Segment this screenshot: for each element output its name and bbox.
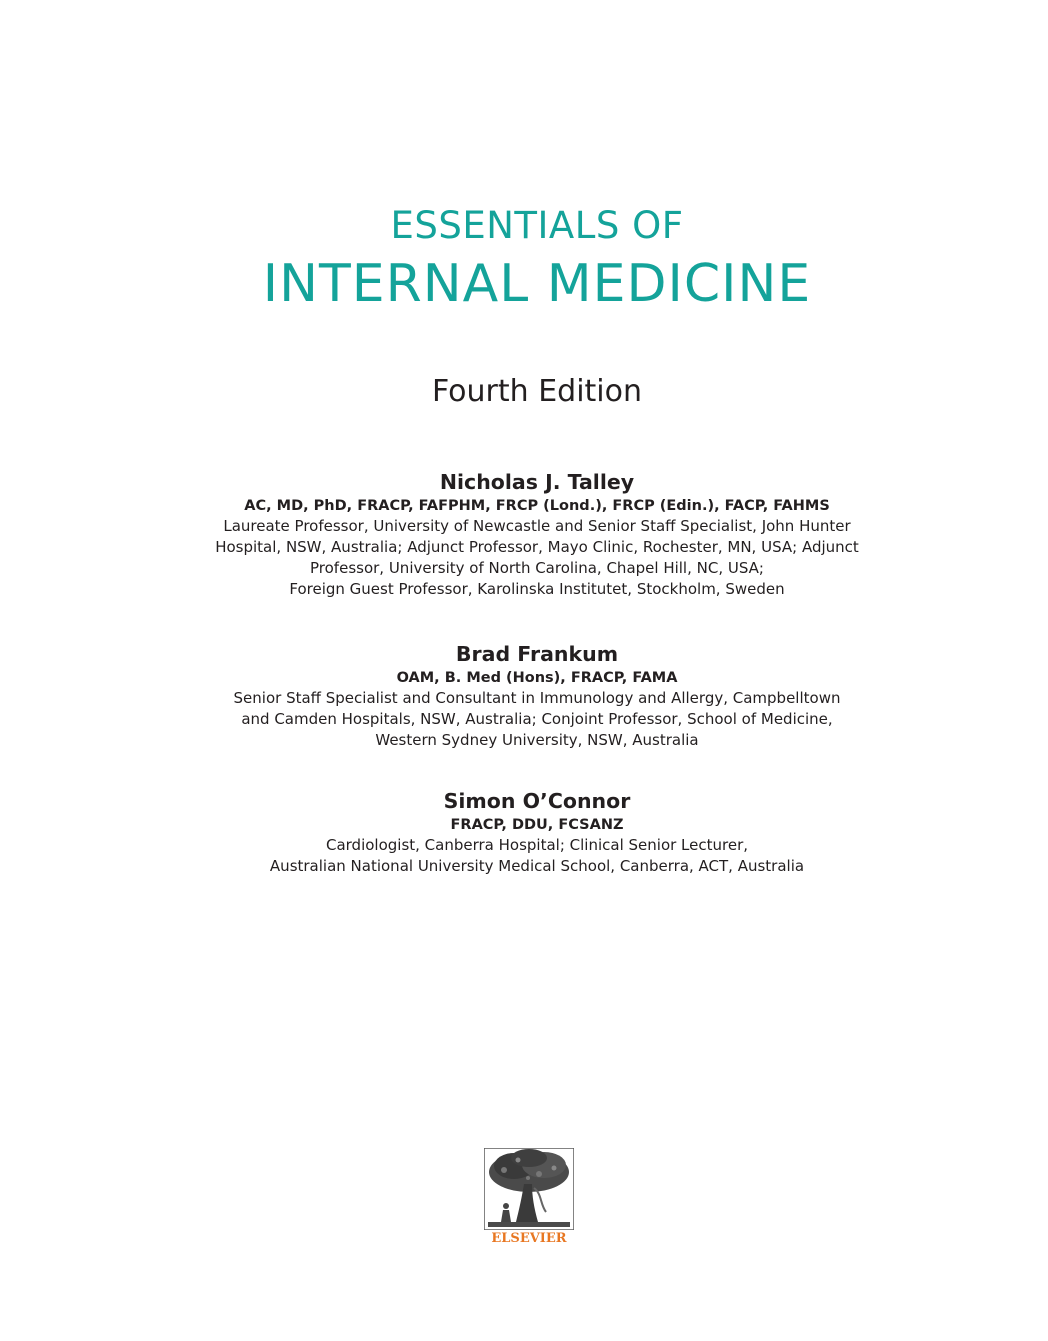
author-credentials: OAM, B. Med (Hons), FRACP, FAMA	[396, 670, 678, 686]
author-block	[0, 788, 1048, 877]
edition-label: Fourth Edition	[432, 374, 642, 409]
affiliation-line: Cardiologist, Canberra Hospital; Clinical Senior Lecturer,	[325, 836, 749, 854]
author-affiliation	[0, 835, 1048, 877]
author-block	[0, 469, 1048, 600]
affiliation-line: Western Sydney University, NSW, Australia	[375, 731, 699, 749]
affiliation-line: Australian National University Medical School, Canberra, ACT, Australia	[269, 857, 805, 875]
author-credentials: AC, MD, PhD, FRACP, FAFPHM, FRCP (Lond.), FRCP (Edin.), FACP, FAHMS	[244, 498, 830, 514]
author-affiliation	[0, 516, 1048, 600]
author-name: Simon O’Connor	[443, 789, 631, 813]
book-title-line-1: ESSENTIALS OF	[390, 204, 684, 247]
book-title-line-2: INTERNAL MEDICINE	[262, 254, 812, 314]
author-credentials: FRACP, DDU, FCSANZ	[450, 817, 624, 833]
affiliation-line: Hospital, NSW, Australia; Adjunct Professor, Mayo Clinic, Rochester, MN, USA; Adjunct	[215, 538, 859, 556]
author-name: Brad Frankum	[455, 642, 619, 666]
affiliation-line: and Camden Hospitals, NSW, Australia; Conjoint Professor, School of Medicine,	[241, 710, 833, 728]
affiliation-line: Foreign Guest Professor, Karolinska Institutet, Stockholm, Sweden	[289, 580, 785, 598]
author-name: Nicholas J. Talley	[439, 470, 635, 494]
author-block	[0, 641, 1048, 751]
author-affiliation	[0, 688, 1048, 751]
affiliation-line: Professor, University of North Carolina, Chapel Hill, NC, USA;	[310, 559, 764, 577]
publisher-wordmark: ELSEVIER	[491, 1231, 567, 1246]
affiliation-line: Senior Staff Specialist and Consultant in Immunology and Allergy, Campbelltown	[233, 689, 841, 707]
affiliation-line: Laureate Professor, University of Newcastle and Senior Staff Specialist, John Hunter	[223, 517, 851, 535]
